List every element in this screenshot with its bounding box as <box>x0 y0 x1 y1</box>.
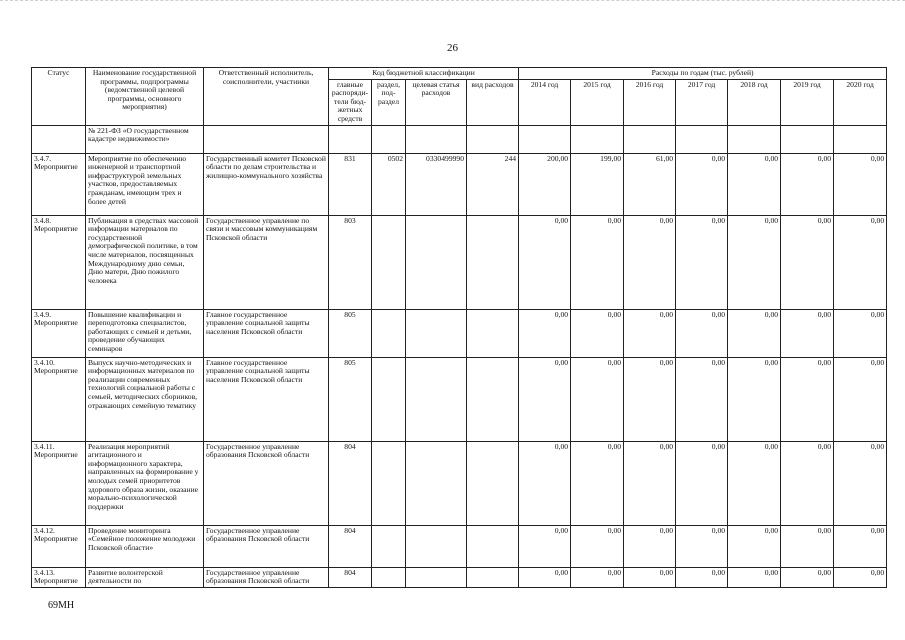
row-year-value: 0,00 <box>781 153 834 215</box>
row-year-value: 0,00 <box>728 357 781 441</box>
row-year-value: 0,00 <box>519 567 571 587</box>
table-row <box>32 441 887 525</box>
row-kind <box>467 525 519 567</box>
table-row <box>32 357 887 441</box>
row-year-value: 0,00 <box>781 525 834 567</box>
row-year-value: 0,00 <box>834 525 887 567</box>
row-grbs: 803 <box>329 215 372 309</box>
row-year-value: 0,00 <box>676 215 728 309</box>
row-status: 3.4.8. Мероприятие <box>32 215 86 309</box>
row-year-value: 0,00 <box>728 215 781 309</box>
row-year-value: 0,00 <box>624 357 676 441</box>
budget-table <box>31 67 887 588</box>
row-year-value: 0,00 <box>571 215 624 309</box>
header-year: 2018 год <box>728 79 781 125</box>
header-section: раздел, под-раздел <box>372 79 406 125</box>
header-year: 2017 год <box>676 79 728 125</box>
row-year-value: 0,00 <box>624 215 676 309</box>
row-grbs: 804 <box>329 567 372 587</box>
row-status: 3.4.9. Мероприятие <box>32 309 86 357</box>
row-year-value <box>781 125 834 153</box>
row-kind <box>467 309 519 357</box>
header-year: 2019 год <box>781 79 834 125</box>
header-year: 2016 год <box>624 79 676 125</box>
row-status: 3.4.13. Мероприятие <box>32 567 86 587</box>
row-year-value <box>728 125 781 153</box>
row-year-value: 0,00 <box>676 441 728 525</box>
row-year-value <box>834 125 887 153</box>
row-year-value: 0,00 <box>781 357 834 441</box>
row-year-value: 0,00 <box>624 525 676 567</box>
row-year-value: 0,00 <box>781 441 834 525</box>
row-year-value: 0,00 <box>834 215 887 309</box>
row-grbs: 831 <box>329 153 372 215</box>
row-year-value: 0,00 <box>728 153 781 215</box>
row-year-value: 0,00 <box>519 215 571 309</box>
row-target: 0330499990 <box>406 153 467 215</box>
row-year-value: 0,00 <box>624 567 676 587</box>
row-target <box>406 215 467 309</box>
row-year-value: 0,00 <box>519 525 571 567</box>
header-year: 2014 год <box>519 79 571 125</box>
row-executor <box>204 125 329 153</box>
header-kind: вид расходов <box>467 79 519 125</box>
row-status: 3.4.7. Мероприятие <box>32 153 86 215</box>
header-expenses: Расходы по годам (тыс. рублей) <box>519 68 887 80</box>
header-grbs: главные распоряди-тели бюд-жетных средств <box>329 79 372 125</box>
row-grbs: 804 <box>329 525 372 567</box>
row-section <box>372 525 406 567</box>
row-year-value: 0,00 <box>834 441 887 525</box>
footer-code: 69МН <box>48 600 75 611</box>
header-status: Статус <box>32 68 86 126</box>
table-header <box>32 68 887 126</box>
row-executor: Государственный комитет Псковской области по делам строительства и жилищно-коммунального хозяйства <box>204 153 329 215</box>
row-kind <box>467 357 519 441</box>
table-row <box>32 125 887 153</box>
row-target <box>406 441 467 525</box>
row-status: 3.4.11. Мероприятие <box>32 441 86 525</box>
row-executor: Государственное управление образования Псковской области <box>204 525 329 567</box>
row-year-value: 0,00 <box>624 309 676 357</box>
header-year: 2020 год <box>834 79 887 125</box>
row-status: 3.4.12. Мероприятие <box>32 525 86 567</box>
row-section <box>372 215 406 309</box>
row-year-value: 61,00 <box>624 153 676 215</box>
header-executor: Ответственный исполнитель, соисполнители, участники <box>204 68 329 126</box>
table-row <box>32 525 887 567</box>
row-year-value: 0,00 <box>781 567 834 587</box>
row-year-value: 0,00 <box>571 357 624 441</box>
row-year-value: 0,00 <box>728 441 781 525</box>
row-year-value: 0,00 <box>571 441 624 525</box>
row-section: 0502 <box>372 153 406 215</box>
row-year-value: 0,00 <box>834 153 887 215</box>
row-kind <box>467 441 519 525</box>
row-kind <box>467 567 519 587</box>
row-year-value: 0,00 <box>834 309 887 357</box>
row-section <box>372 309 406 357</box>
scan-edge <box>0 0 905 3</box>
row-target <box>406 357 467 441</box>
table-row <box>32 215 887 309</box>
row-executor: Главное государственное управление социальной защиты населения Псковской области <box>204 309 329 357</box>
row-grbs <box>329 125 372 153</box>
row-year-value: 0,00 <box>676 153 728 215</box>
row-executor: Государственное управление образования Псковской области <box>204 441 329 525</box>
row-year-value <box>571 125 624 153</box>
row-section <box>372 567 406 587</box>
row-year-value: 0,00 <box>571 525 624 567</box>
row-status: 3.4.10. Мероприятие <box>32 357 86 441</box>
row-kind <box>467 215 519 309</box>
header-year: 2015 год <box>571 79 624 125</box>
row-year-value: 0,00 <box>781 215 834 309</box>
row-name: Мероприятие по обеспечению инженерной и транспортной инфраструктурой земельных участков, предоставляемых гражданам, имеющим трех и более детей <box>86 153 204 215</box>
row-year-value: 0,00 <box>676 525 728 567</box>
row-kind: 244 <box>467 153 519 215</box>
row-year-value <box>624 125 676 153</box>
row-executor: Главное государственное управление социальной защиты населения Псковской области <box>204 357 329 441</box>
row-name: Развитие волонтерской деятельности по <box>86 567 204 587</box>
row-year-value: 0,00 <box>624 441 676 525</box>
row-year-value <box>676 125 728 153</box>
header-name: Наименование государственной программы, подпрограммы (ведомственной целевой программы, основного мероприятия) <box>86 68 204 126</box>
row-name: Реализация мероприятий агитационного и информационного характера, направленных на формирование у молодых семей приоритетов здорового образа жизни, оказание морально-психологической поддержки <box>86 441 204 525</box>
header-budget-code: Код бюджетной классификации <box>329 68 519 80</box>
row-target <box>406 567 467 587</box>
row-year-value: 0,00 <box>834 567 887 587</box>
row-kind <box>467 125 519 153</box>
row-year-value: 0,00 <box>519 309 571 357</box>
row-year-value: 0,00 <box>676 357 728 441</box>
table-body <box>32 125 887 587</box>
row-name: Выпуск научно-методических и информационных материалов по реализации современных технологий социальной работы с семьей, методических сборников, отражающих семейную тематику <box>86 357 204 441</box>
row-year-value: 0,00 <box>676 567 728 587</box>
row-name: Проведение мониторинга «Семейное положение молодежи Псковской области» <box>86 525 204 567</box>
row-year-value <box>519 125 571 153</box>
row-target <box>406 309 467 357</box>
row-year-value: 0,00 <box>571 309 624 357</box>
row-year-value: 0,00 <box>781 309 834 357</box>
row-year-value: 0,00 <box>519 357 571 441</box>
row-year-value: 200,00 <box>519 153 571 215</box>
row-year-value: 0,00 <box>676 309 728 357</box>
row-name: № 221-ФЗ «О государственном кадастре недвижимости» <box>86 125 204 153</box>
table-row <box>32 567 887 587</box>
row-executor: Государственное управление образования Псковской области <box>204 567 329 587</box>
row-grbs: 805 <box>329 357 372 441</box>
row-target <box>406 125 467 153</box>
row-executor: Государственное управление по связи и массовым коммуникациям Псковской области <box>204 215 329 309</box>
row-year-value: 199,00 <box>571 153 624 215</box>
row-name: Публикация в средствах массовой информации материалов по государственной демографической политике, в том числе материалов, посвященных Международному дню семьи, Дню матери, Дню пожилого человека <box>86 215 204 309</box>
row-grbs: 805 <box>329 309 372 357</box>
row-year-value: 0,00 <box>728 567 781 587</box>
row-section <box>372 125 406 153</box>
row-section <box>372 357 406 441</box>
page-number: 26 <box>447 42 458 54</box>
row-year-value: 0,00 <box>728 309 781 357</box>
table-row <box>32 309 887 357</box>
table-row <box>32 153 887 215</box>
header-target: целевая статья расходов <box>406 79 467 125</box>
row-year-value: 0,00 <box>834 357 887 441</box>
row-year-value: 0,00 <box>519 441 571 525</box>
row-target <box>406 525 467 567</box>
row-section <box>372 441 406 525</box>
row-name: Повышение квалификации и переподготовка специалистов, работающих с семьей и детьми, проведение обучающих семинаров <box>86 309 204 357</box>
row-year-value: 0,00 <box>728 525 781 567</box>
row-status <box>32 125 86 153</box>
row-year-value: 0,00 <box>571 567 624 587</box>
row-grbs: 804 <box>329 441 372 525</box>
